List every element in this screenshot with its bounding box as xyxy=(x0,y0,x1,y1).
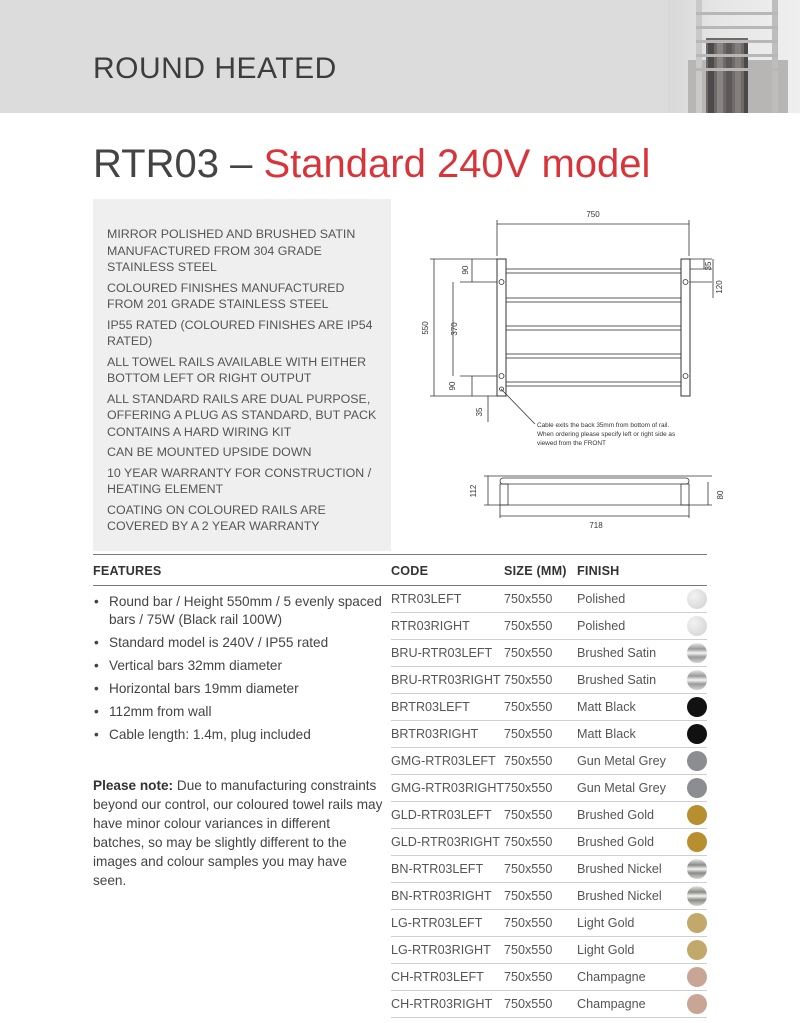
table-row xyxy=(391,910,707,937)
size-cell: 750x550 xyxy=(504,700,553,714)
height-label: 550 xyxy=(421,321,430,335)
heated-towel-rail-photo xyxy=(668,0,800,113)
spec-item: IP55 RATED (COLOURED FINISHES ARE IP54 RATED) xyxy=(107,317,373,348)
table-row xyxy=(391,883,707,910)
table-row xyxy=(391,937,707,964)
size-cell: 750x550 xyxy=(504,592,553,606)
table-row xyxy=(391,667,707,694)
cable-note-2: When ordering please specify left or right side as xyxy=(537,431,676,438)
front-view xyxy=(421,210,724,447)
spec-item: COATING ON COLOURED RAILS ARE COVERED BY A 2 YEAR WARRANTY xyxy=(107,502,326,533)
finish-swatch xyxy=(687,886,707,906)
size-cell: 750x550 xyxy=(504,862,553,876)
width-label: 750 xyxy=(586,210,600,219)
finish-cell: Polished xyxy=(577,619,626,633)
finish-swatch xyxy=(687,967,707,987)
product-code-cell: GLD-RTR03LEFT xyxy=(391,808,492,822)
product-code-cell: CH-RTR03RIGHT xyxy=(391,997,493,1011)
table-row xyxy=(391,856,707,883)
table-row xyxy=(391,964,707,991)
features-list xyxy=(93,593,383,749)
spec-item: ALL STANDARD RAILS ARE DUAL PURPOSE, OFFERING A PLUG AS STANDARD, BUT PACK CONTAINS A HARD WIRING KIT xyxy=(107,391,377,439)
product-code-cell: LG-RTR03LEFT xyxy=(391,916,483,930)
product-code-cell: BRTR03LEFT xyxy=(391,700,470,714)
table-row xyxy=(391,613,707,640)
finish-swatch xyxy=(687,670,707,690)
feature-item: • Vertical bars 32mm diameter xyxy=(93,657,383,675)
cable-note-1: Cable exits the back 35mm from bottom of rail. xyxy=(537,422,670,429)
finish-swatch xyxy=(687,805,707,825)
table-row xyxy=(391,586,707,613)
table-row xyxy=(391,991,707,1018)
finish-cell: Brushed Gold xyxy=(577,808,655,822)
size-cell: 750x550 xyxy=(504,997,553,1011)
feature-item: • Standard model is 240V / IP55 rated xyxy=(93,634,383,652)
finish-cell: Champagne xyxy=(577,997,646,1011)
product-code-cell: CH-RTR03LEFT xyxy=(391,970,484,984)
product-code-cell: GMG-RTR03LEFT xyxy=(391,754,496,768)
size-cell: 750x550 xyxy=(504,619,553,633)
size-header: SIZE (MM) xyxy=(504,564,567,578)
finish-cell: Matt Black xyxy=(577,700,636,714)
finish-cell: Champagne xyxy=(577,970,646,984)
header-banner xyxy=(0,0,800,113)
product-code-cell: GLD-RTR03RIGHT xyxy=(391,835,500,849)
finish-swatch xyxy=(687,751,707,771)
size-cell: 750x550 xyxy=(504,754,553,768)
product-code-cell: RTR03RIGHT xyxy=(391,619,470,633)
size-cell: 750x550 xyxy=(504,781,553,795)
top-view xyxy=(469,476,725,530)
size-cell: 750x550 xyxy=(504,916,553,930)
finish-cell: Polished xyxy=(577,592,626,606)
finish-cell: Brushed Nickel xyxy=(577,862,662,876)
finish-cell: Brushed Nickel xyxy=(577,889,662,903)
code-header: CODE xyxy=(391,564,429,578)
cable-offset-label: 35 xyxy=(475,407,484,417)
finish-swatch xyxy=(687,994,707,1014)
feature-item: • Horizontal bars 19mm diameter xyxy=(93,680,383,698)
spec-item: MIRROR POLISHED AND BRUSHED SATIN MANUFACTURED FROM 304 GRADE STAINLESS STEEL xyxy=(107,227,356,274)
finish-swatch xyxy=(687,724,707,744)
product-code-cell: GMG-RTR03RIGHT xyxy=(391,781,505,795)
spec-item: 10 YEAR WARRANTY FOR CONSTRUCTION / HEATING ELEMENT xyxy=(107,465,372,496)
product-model: Standard 240V model xyxy=(263,142,651,186)
spec-item: CAN BE MOUNTED UPSIDE DOWN xyxy=(107,445,312,459)
table-top-rule xyxy=(93,554,707,555)
finish-cell: Light Gold xyxy=(577,943,635,957)
size-cell: 750x550 xyxy=(504,970,553,984)
size-cell: 750x550 xyxy=(504,808,553,822)
feature-item: • Cable length: 1.4m, plug included xyxy=(93,726,383,744)
finish-cell: Light Gold xyxy=(577,916,635,930)
table-row xyxy=(391,775,707,802)
finish-table xyxy=(391,586,707,1018)
finish-cell: Brushed Gold xyxy=(577,835,655,849)
finish-swatch xyxy=(687,643,707,663)
table-row xyxy=(391,694,707,721)
note-text: Due to manufacturing constraints beyond our control, our coloured towel rails may have minor colour variances in different batches, so may be slightly different to the images and colour samples you may have seen. xyxy=(93,778,383,888)
feature-item: • Round bar / Height 550mm / 5 evenly spaced bars / 75W (Black rail 100W) xyxy=(93,593,383,629)
side-drop-label: 120 xyxy=(715,280,724,294)
dimension-diagram xyxy=(400,200,730,540)
finish-cell: Gun Metal Grey xyxy=(577,781,666,795)
finish-swatch xyxy=(687,589,707,609)
table-row xyxy=(391,721,707,748)
depth-label: 112 xyxy=(469,484,478,498)
table-row xyxy=(391,802,707,829)
finish-cell: Brushed Satin xyxy=(577,646,657,660)
product-code-cell: LG-RTR03RIGHT xyxy=(391,943,491,957)
product-code: RTR03 xyxy=(93,142,219,186)
finish-cell: Matt Black xyxy=(577,727,636,741)
towel-graphic xyxy=(706,38,748,113)
product-code-cell: BRU-RTR03RIGHT xyxy=(391,673,501,687)
finish-swatch xyxy=(687,697,707,717)
finish-swatch xyxy=(687,913,707,933)
size-cell: 750x550 xyxy=(504,889,553,903)
bottom-width-label: 718 xyxy=(589,521,603,530)
table-row xyxy=(391,829,707,856)
finish-swatch xyxy=(687,859,707,879)
product-code-cell: BRU-RTR03LEFT xyxy=(391,646,493,660)
finish-header: FINISH xyxy=(577,564,620,578)
note-label: Please note: xyxy=(93,778,174,793)
feature-item: • 112mm from wall xyxy=(93,703,383,721)
size-cell: 750x550 xyxy=(504,835,553,849)
please-note xyxy=(93,776,383,890)
top-offset-label: 35 xyxy=(704,261,713,271)
product-code-cell: BN-RTR03RIGHT xyxy=(391,889,492,903)
bottom-gap-label: 90 xyxy=(448,381,457,391)
product-code-cell: BRTR03RIGHT xyxy=(391,727,479,741)
product-code-cell: BN-RTR03LEFT xyxy=(391,862,484,876)
spec-panel xyxy=(93,199,391,551)
finish-swatch xyxy=(687,616,707,636)
size-cell: 750x550 xyxy=(504,646,553,660)
spec-item: COLOURED FINISHES MANUFACTURED FROM 201 GRADE STAINLESS STEEL xyxy=(107,280,345,311)
finish-swatch xyxy=(687,778,707,798)
top-gap-label: 90 xyxy=(461,265,470,275)
finish-swatch xyxy=(687,832,707,852)
product-title xyxy=(93,142,650,187)
spec-item: ALL TOWEL RAILS AVAILABLE WITH EITHER BOTTOM LEFT OR RIGHT OUTPUT xyxy=(107,354,367,385)
size-cell: 750x550 xyxy=(504,727,553,741)
finish-cell: Brushed Satin xyxy=(577,673,657,687)
title-separator: – xyxy=(230,142,253,186)
finish-swatch xyxy=(687,940,707,960)
table-row xyxy=(391,640,707,667)
product-code-cell: RTR03LEFT xyxy=(391,592,462,606)
finish-cell: Gun Metal Grey xyxy=(577,754,666,768)
features-header: FEATURES xyxy=(93,564,162,578)
middle-span-label: 370 xyxy=(450,322,459,336)
bar-depth-label: 80 xyxy=(716,490,725,500)
size-cell: 750x550 xyxy=(504,673,553,687)
cable-note-3: viewed from the FRONT xyxy=(537,440,606,447)
table-row xyxy=(391,748,707,775)
size-cell: 750x550 xyxy=(504,943,553,957)
category-title: ROUND HEATED xyxy=(93,52,337,85)
